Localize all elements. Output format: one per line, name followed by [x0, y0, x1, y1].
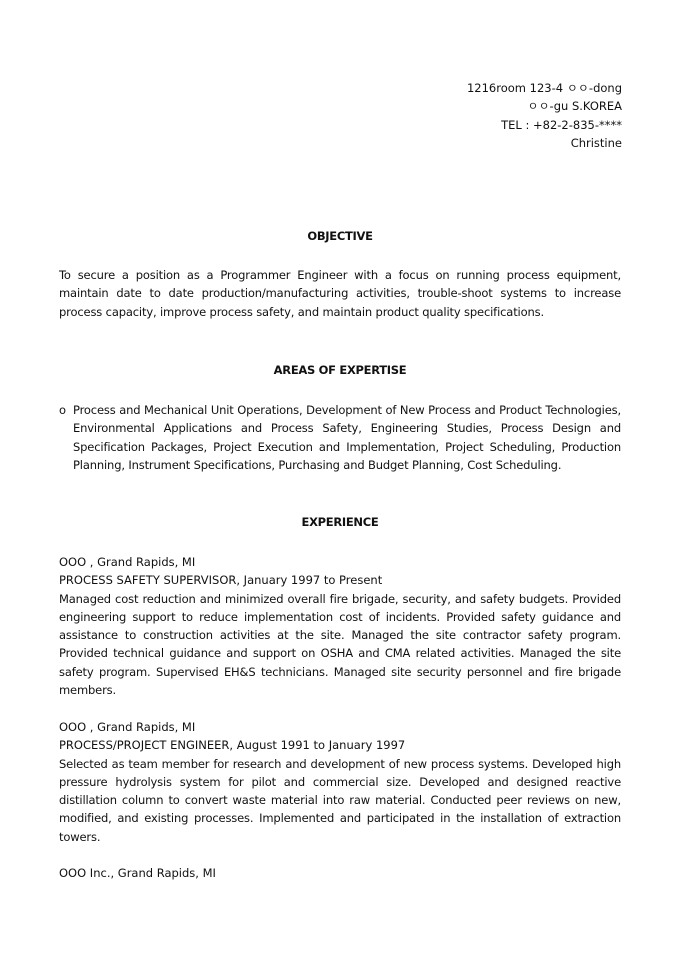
job-title: PROCESS/PROJECT ENGINEER, August 1991 to January 1997: [59, 738, 406, 753]
name-line: Christine: [570, 135, 622, 150]
job-description: Managed cost reduction and minimized overall fire brigade, security, and safety budgets. Provided engineering support to reduce implementation cost of incidents. Provided safety guidance and assistance to construction activities at the site. Managed the site contractor safety program. Provided technical guidance and support on OSHA and CMA related activities. Managed the site safety program. Supervised EH&S technicians. Managed site security personnel and fire brigade members.: [59, 591, 621, 698]
experience-heading: EXPERIENCE: [301, 515, 379, 529]
phone-line: TEL : +82-2-835-****: [501, 117, 622, 132]
job-entry: [59, 718, 621, 846]
job-title: PROCESS SAFETY SUPERVISOR, January 1997 to Present: [59, 573, 383, 588]
address-line-1: 1216room 123-4 ㅇㅇ-dong: [466, 81, 622, 95]
job-description: Selected as team member for research and development of new process systems. Developed high pressure hydrolysis system for pilot and commercial size. Developed and designed reactive distillation column to convert waste material into raw material. Conducted peer reviews on new, modified, and existing processes. Implemented and participated in the installation of extraction towers.: [59, 756, 621, 844]
job-company: OOO Inc., Grand Rapids, MI: [59, 866, 216, 880]
expertise-heading: AREAS OF EXPERTISE: [273, 363, 407, 377]
address-block: [467, 79, 622, 152]
job-entry: [59, 553, 621, 699]
address-line-2: ㅇㅇ-gu S.KOREA: [527, 99, 622, 114]
objective-heading: OBJECTIVE: [307, 229, 373, 243]
objective-text: To secure a position as a Programmer Engineer with a focus on running process equipment, maintain date to date production/manufacturing activities, trouble-shoot systems to increase process capacity, improve process safety, and maintain product quality specifications.: [59, 268, 621, 319]
job-company: OOO , Grand Rapids, MI: [59, 720, 196, 734]
expertise-list: [59, 401, 621, 474]
job-entry: [59, 864, 621, 882]
job-company: OOO , Grand Rapids, MI: [59, 555, 196, 569]
bullet-marker: o: [59, 403, 67, 417]
expertise-text: Process and Mechanical Unit Operations, Development of New Process and Product Technologies, Environmental Applications and Process Safety, Engineering Studies, Process Design and Specification Packages, Project Execution and Implementation, Project Scheduling, Production Planning, Instrument Specifications, Purchasing and Budget Planning, Cost Scheduling.: [73, 403, 621, 472]
